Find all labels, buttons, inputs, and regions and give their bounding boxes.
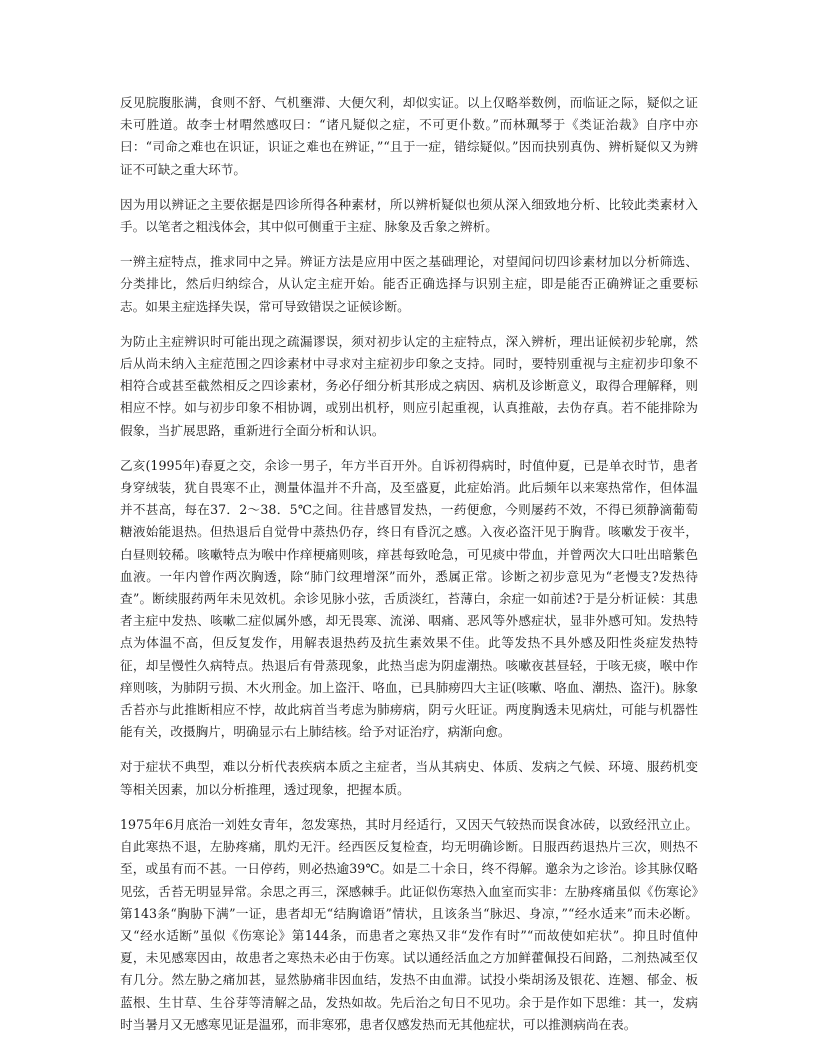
paragraph-7: 1975年6月底治一刘姓女青年，忽发寒热，其时月经适行，又因天气较热而误食冰砖，以致经汛立止。自此寒热不退，左胁疼痛，肌灼无汗。经西医反复检查，均无明确诊断。日服西药退热片三次，则热不至，或虽有而不甚。一日停药，则必热逾39℃。如是二十余日，终不得解。邀余为之诊治。诊其脉仅略见弦，舌苔无明显异常。余思之再三，深感棘手。此证似伤寒热入血室而实非：左胁疼痛虽似《伤寒论》第143条“胸胁下满”一证，患者却无“结胸谵语”情状，且该条当“脉迟、身凉，”“经水适来”而未必断。又“经水适断”虽似《伤寒论》第144条，而患者之寒热又非“发作有时”“而故使如疟状”。抑且时值仲夏，未见感寒因由，故患者之寒热未必由于伤寒。试以通经活血之方加鲜藿佩投石间路，二剂热减至仅有几分。然左胁之痛加甚，显然胁痛非因血结，发热不由血滞。试投小柴胡汤及银花、连翘、郁金、板蓝根、生甘草、生谷芽等清解之品，发热如故。先后治之旬日不见功。余于是作如下思维：其一，发病时当暑月又无感寒见证是温邪，而非寒邪，患者仅感发热而无其他症状，可以推测病尚在表。 — [120, 816, 698, 1032]
paragraph-1: 反见脘腹胀满，食则不舒、气机壅滞、大便欠利，却似实证。以上仅略举数例，而临证之际，疑似之证未可胜道。故李士材喟然感叹曰：“诸凡疑似之症，不可更仆数。”而林珮琴于《类证治裁》自序中亦曰：“司命之难也在识证，识证之难也在辨证，”“且于一症，错综疑似。”因而抉别真伪、辨析疑似又为辨证不可缺之重大环节。 — [120, 95, 698, 177]
paragraph-2: 因为用以辨证之主要依据是四诊所得各种素材，所以辨析疑似也须从深入细致地分析、比较此类素材入手。以笔者之粗浅体会，其中似可侧重于主症、脉象及舌象之辨析。 — [120, 196, 698, 235]
paragraph-6: 对于症状不典型，难以分析代表疾病本质之主症者，当从其病史、体质、发病之气候、环境、服药机变等相关因素，加以分析推理，透过现象，把握本质。 — [120, 759, 698, 797]
paragraph-4: 为防止主症辨识时可能出现之疏漏谬误，须对初步认定的主症特点，深入辨析，理出证候初步轮廓，然后从尚未纳入主症范围之四诊素材中寻求对主症初步印象之支持。同时，要特别重视与主症初步印象不相符合或甚至截然相反之四诊素材，务必仔细分析其形成之病因、病机及诊断意义，取得合理解释，则相应不悖。如与初步印象不相协调，或别出机杼，则应引起重视，认真推敲，去伪存真。若不能排除为假象，当扩展思路，重新进行全面分析和认识。 — [120, 333, 698, 438]
paragraph-3: 一辨主症特点，推求同中之异。辨证方法是应用中医之基础理论，对望闻问切四诊素材加以分析筛选、分类排比，然后归纳综合，从认定主症开始。能否正确选择与识别主症，即是能否正确辨证之重要标志。如果主症选择失误，常可导致错误之证候诊断。 — [120, 254, 698, 314]
paragraph-5: 乙亥(1995年)春夏之交，余诊一男子，年方半百开外。自诉初得病时，时值仲夏，已是单衣时节，患者身穿绒装，犹自畏寒不止，测量体温并不升高，及至盛夏，此症始消。此后频年以来寒热常作，但体温并不甚高，每在37．2～38．5℃之间。往昔感冒发热，一药便愈，今则屡药不效，不得已须静滴葡萄糖液始能退热。但热退后自觉骨中蒸热仍存，终日有昏沉之感。入夜必盗汗见于胸背。咳嗽发于夜半，白昼则较稀。咳嗽特点为喉中作痒梗痛则咳，痒甚每致呛急，可见痰中带血，并曾两次大口吐出暗紫色血液。一年内曾作两次胸透，除“肺门纹理增深”而外，悉属正常。诊断之初步意见为“老慢支?发热待查”。断续服药两年未见效机。余诊见脉小弦，舌质淡红，苔薄白，余症一如前述?于是分析证候：其患者主症中发热、咳嗽二症似属外感，却无畏寒、流涕、咽痛、恶风等外感症状，显非外感可知。发热特点为体温不高，但反复发作，用解表退热药及抗生素效果不佳。此等发热不具外感及阳性炎症发热特征，却呈慢性久病特点。热退后有骨蒸现象，此热当虑为阴虚潮热。咳嗽夜甚昼轻，于咳无痰，喉中作痒则咳，为肺阴亏损、木火刑金。加上盗汗、咯血，已具肺痨四大主证(咳嗽、咯血、潮热、盗汗)。脉象舌苔亦与此推断相应不悖，故此病首当考虑为肺痨病，阴亏火旺证。两度胸透未见病灶，可能与机器性能有关，改摄胸片，明确显示右上肺结核。给予对证治疗，病渐向愈。 — [120, 457, 698, 740]
document-body — [120, 92, 698, 1049]
